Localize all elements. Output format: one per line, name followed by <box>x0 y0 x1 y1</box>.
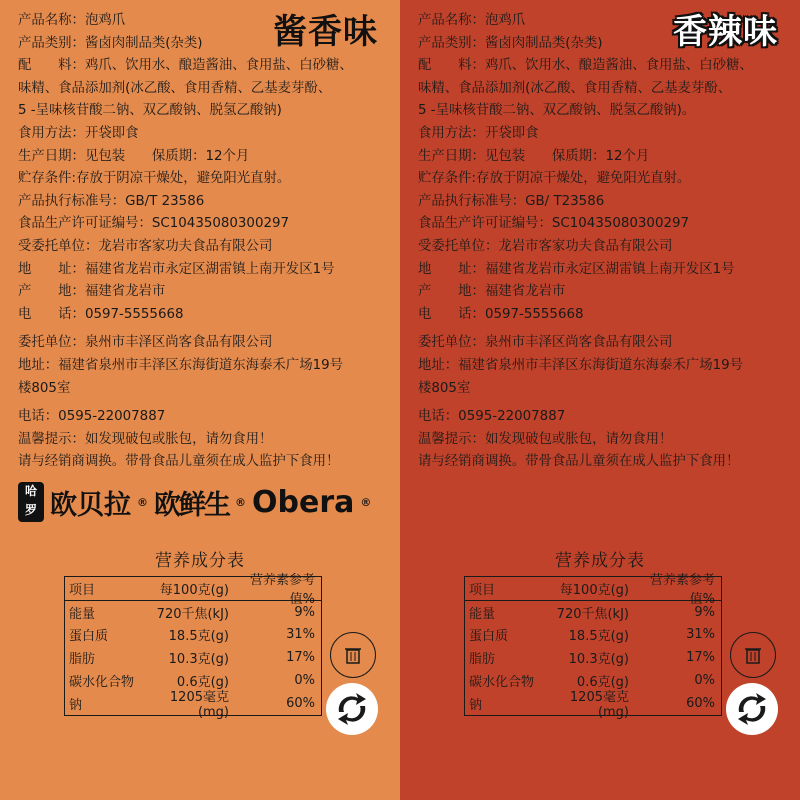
info-line: 产品类别：酱卤肉制品类(杂类) <box>418 35 603 51</box>
info-line: 食用方法：开袋即食 <box>418 125 539 141</box>
info-line: 温馨提示：如发现破包或胀包，请勿食用！ <box>18 431 273 447</box>
table-row: 碳水化合物 0.6克(g) 0% <box>69 673 315 691</box>
info-line: 地址：福建省泉州市丰泽区东海街道东海泰禾广场19号 <box>418 357 744 373</box>
info-line: 委托单位：泉州市丰泽区尚客食品有限公司 <box>418 335 673 351</box>
nutrition-table <box>464 573 722 721</box>
info-line: 产品执行标准号：GB/ T23586 <box>418 193 605 209</box>
table-row: 碳水化合物 0.6克(g) 0% <box>469 673 715 691</box>
info-line: 受委托单位：龙岩市客家功夫食品有限公司 <box>18 238 273 254</box>
table-row: 能量 720千焦(kJ) 9% <box>469 604 715 622</box>
info-line: 电 话：0597-5555668 <box>18 306 184 322</box>
brand-name-cn2: 欧鲜生 <box>154 489 229 521</box>
info-line: 电 话：0597-5555668 <box>418 306 584 322</box>
table-row: 钠 1205毫克(mg) 60% <box>469 690 715 721</box>
info-line: 请与经销商调换。带骨食品儿童须在成人监护下食用！ <box>18 454 340 470</box>
info-line: 贮存条件:存放于阴凉干燥处，避免阳光直射。 <box>418 171 691 187</box>
info-line: 生产日期：见包装 保质期：12个月 <box>18 148 250 164</box>
info-line: 配 料：鸡爪、饮用水、酿造酱油、食用盐、白砂糖、 <box>418 58 753 74</box>
info-line: 地址：福建省泉州市丰泽区东海街道东海泰禾广场19号 <box>18 357 344 373</box>
litter-bin-icon <box>730 632 776 678</box>
info-line: 楼805室 <box>18 380 71 396</box>
info-line: 产品名称：泡鸡爪 <box>418 13 526 28</box>
info-line: 味精、食品添加剂(冰乙酸、食用香精、乙基麦芽酚、 <box>18 80 332 96</box>
flavor-title: 酱香味 <box>273 12 378 52</box>
product-info <box>418 10 800 474</box>
info-line: 产品类别：酱卤肉制品类(杂类) <box>18 35 203 51</box>
table-header: 项目 每100克(g) 营养素参考值% <box>465 577 721 601</box>
table-row: 钠 1205毫克(mg) 60% <box>69 690 315 721</box>
info-line: 产 地：福建省龙岩市 <box>418 284 566 300</box>
table-row: 蛋白质 18.5克(g) 31% <box>69 627 315 645</box>
info-line: 产 地：福建省龙岩市 <box>18 284 166 300</box>
info-line: 电话：0595-22007887 <box>418 409 566 425</box>
info-line: 贮存条件:存放于阴凉干燥处，避免阳光直射。 <box>18 171 291 187</box>
info-line: 食用方法：开袋即食 <box>18 125 139 141</box>
nutrition-table <box>64 573 322 721</box>
info-line: 受委托单位：龙岩市客家功夫食品有限公司 <box>418 238 673 254</box>
info-line: 配 料：鸡爪、饮用水、酿造酱油、食用盐、白砂糖、 <box>18 58 353 74</box>
recycle-icon <box>325 682 379 736</box>
info-line: 电话：0595-22007887 <box>18 409 166 425</box>
nutrition-title: 营养成分表 <box>555 551 645 571</box>
recycle-icon <box>725 682 779 736</box>
info-line: 请与经销商调换。带骨食品儿童须在成人监护下食用！ <box>418 454 740 470</box>
table-row: 蛋白质 18.5克(g) 31% <box>469 627 715 645</box>
brand-seal: 哈 罗 <box>18 482 44 522</box>
info-line: 5 -呈味核苷酸二钠、双乙酸钠、脱氢乙酸钠) <box>18 103 282 119</box>
label-panel-spicy <box>400 0 800 800</box>
brand-name-cn: 欧贝拉 <box>50 489 131 521</box>
info-line: 楼805室 <box>418 380 471 396</box>
nutrition-title: 营养成分表 <box>155 551 245 571</box>
info-line: 5 -呈味核苷酸二钠、双乙酸钠、脱氢乙酸钠)。 <box>418 103 696 119</box>
info-line: 生产日期：见包装 保质期：12个月 <box>418 148 650 164</box>
table-row: 脂肪 10.3克(g) 17% <box>469 650 715 668</box>
info-line: 食品生产许可证编号：SC10435080300297 <box>418 216 690 232</box>
info-line: 产品执行标准号：GB/T 23586 <box>18 193 205 209</box>
brand-logo: 哈 罗 欧贝拉 ® 欧鲜生 ® Obera ® <box>18 478 388 526</box>
table-row: 脂肪 10.3克(g) 17% <box>69 650 315 668</box>
table-row: 能量 720千焦(kJ) 9% <box>69 604 315 622</box>
brand-name-en: Obera <box>252 484 355 520</box>
info-line: 委托单位：泉州市丰泽区尚客食品有限公司 <box>18 335 273 351</box>
info-line: 食品生产许可证编号：SC10435080300297 <box>18 216 290 232</box>
info-line: 地 址：福建省龙岩市永定区湖雷镇上南开发区1号 <box>418 261 735 277</box>
table-header: 项目 每100克(g) 营养素参考值% <box>65 577 321 601</box>
info-line: 产品名称：泡鸡爪 <box>18 13 126 28</box>
info-line: 味精、食品添加剂(冰乙酸、食用香精、乙基麦芽酚、 <box>418 80 732 96</box>
flavor-title: 香辣味 <box>673 12 778 52</box>
info-line: 温馨提示：如发现破包或胀包，请勿食用！ <box>418 431 673 447</box>
product-info <box>18 10 400 474</box>
info-line: 地 址：福建省龙岩市永定区湖雷镇上南开发区1号 <box>18 261 335 277</box>
litter-bin-icon <box>330 632 376 678</box>
